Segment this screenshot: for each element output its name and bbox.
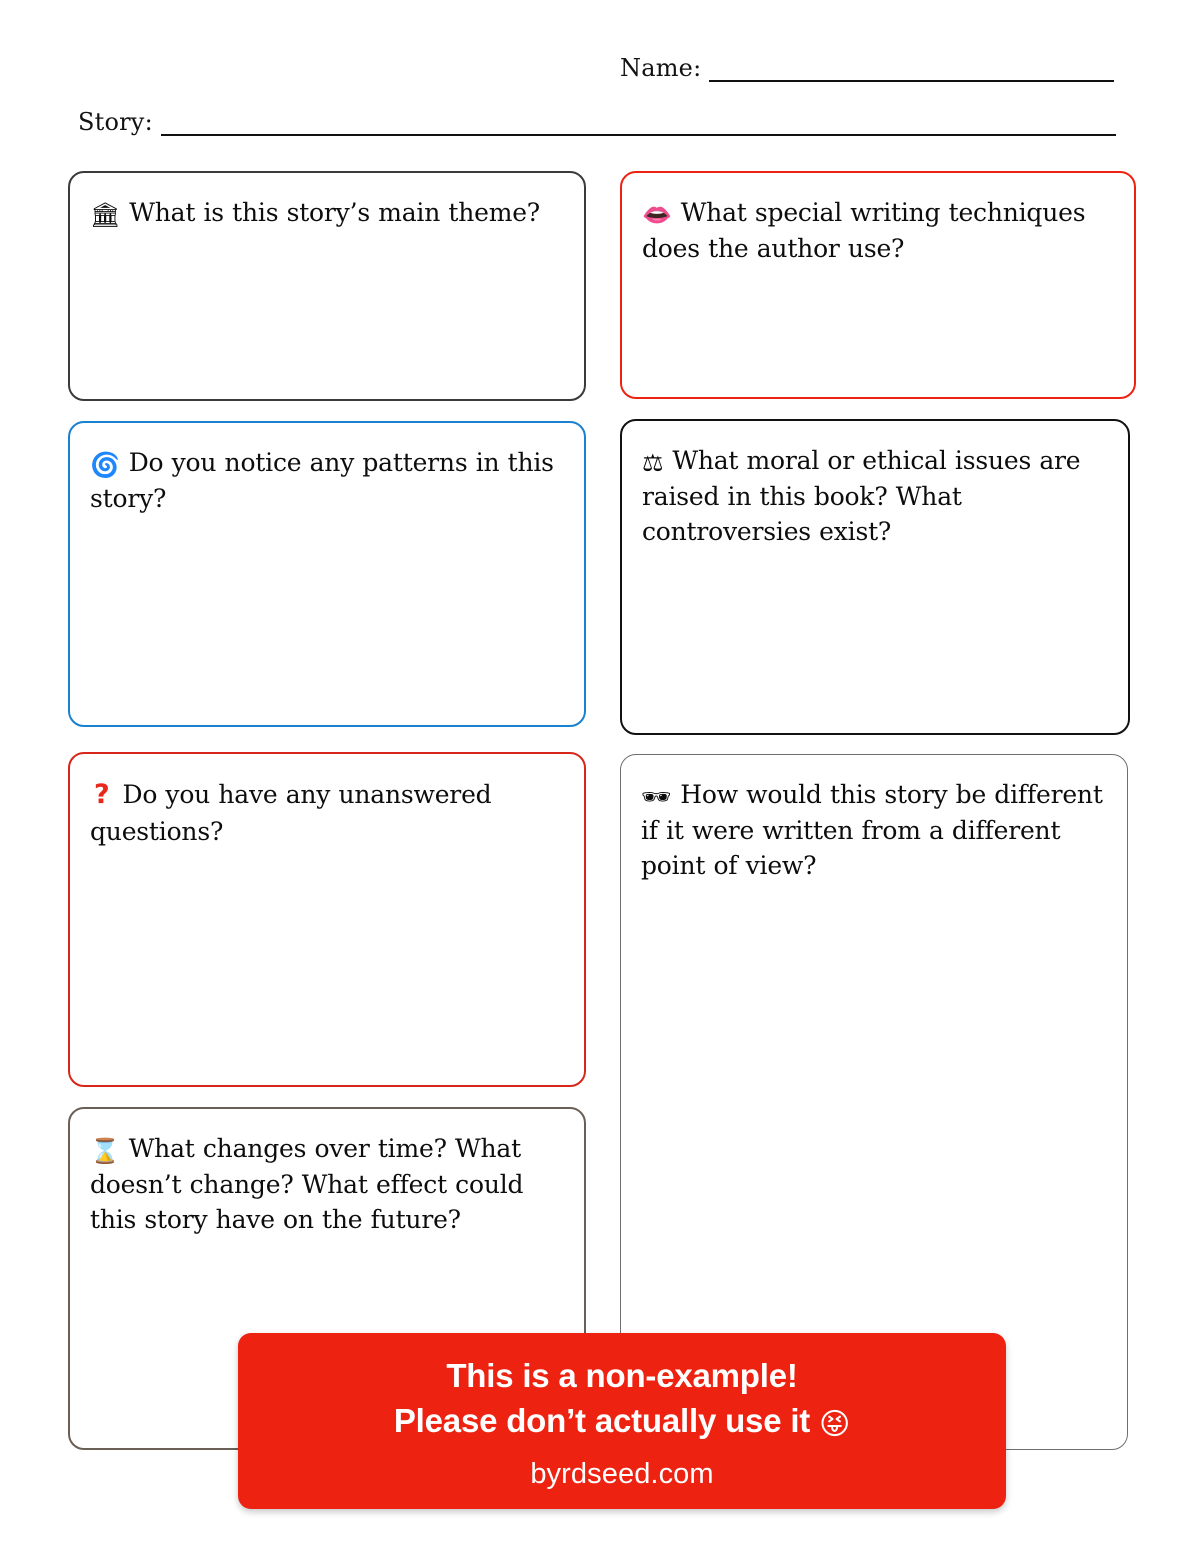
squinting-face-with-tongue-icon: 😝 xyxy=(819,1407,851,1443)
question-card-unanswered-body xyxy=(70,754,584,850)
question-card-patterns-text: Do you notice any patterns in this story? xyxy=(90,448,554,513)
banner-url: byrdseed.com xyxy=(530,1458,714,1491)
question-card-point-of-view-text: How would this story be different if it were written from a different point of view? xyxy=(641,780,1103,880)
question-card-unanswered[interactable] xyxy=(68,752,586,1087)
question-card-technique-text: What special writing techniques does the author use? xyxy=(642,198,1086,263)
banner-line-2: Please don’t actually use it xyxy=(393,1402,811,1440)
name-label: Name: xyxy=(620,54,702,82)
question-card-technique-body xyxy=(622,173,1134,266)
red-question-mark-icon: ? xyxy=(94,779,110,810)
lips-icon: 👄 xyxy=(642,201,672,229)
worksheet-header xyxy=(0,0,1200,155)
question-card-patterns[interactable] xyxy=(68,421,586,727)
balance-scale-icon: ⚖ xyxy=(642,449,664,477)
question-card-change-over-time-text: What changes over time? What doesn’t change? What effect could this story have on the future? xyxy=(90,1134,524,1234)
non-example-banner xyxy=(238,1333,1006,1509)
question-card-patterns-body xyxy=(70,423,584,516)
story-label: Story: xyxy=(78,108,153,136)
banner-line-1: This is a non-example! xyxy=(446,1357,798,1394)
question-card-change-over-time-body xyxy=(70,1109,584,1238)
sunglasses-icon: 🕶 xyxy=(641,783,672,811)
hourglass-icon: ⌛ xyxy=(90,1137,120,1165)
name-field-group xyxy=(620,56,1114,82)
question-card-theme-body xyxy=(70,173,584,231)
question-card-theme[interactable] xyxy=(68,171,586,401)
classical-building-icon: 🏛 xyxy=(90,201,121,229)
question-card-technique[interactable] xyxy=(620,171,1136,399)
question-card-theme-text: What is this story’s main theme? xyxy=(129,198,540,227)
story-write-line[interactable] xyxy=(161,134,1116,136)
question-card-unanswered-text: Do you have any unanswered questions? xyxy=(90,780,492,847)
question-card-point-of-view-body xyxy=(621,755,1127,884)
banner-line-2-group xyxy=(238,1398,1006,1445)
story-field-group xyxy=(78,110,1116,136)
name-write-line[interactable] xyxy=(709,80,1114,82)
cyclone-icon: 🌀 xyxy=(90,451,120,479)
question-card-moral-body xyxy=(622,421,1128,550)
question-card-moral-text: What moral or ethical issues are raised in this book? What controversies exist? xyxy=(642,446,1081,546)
question-card-moral[interactable] xyxy=(620,419,1130,735)
